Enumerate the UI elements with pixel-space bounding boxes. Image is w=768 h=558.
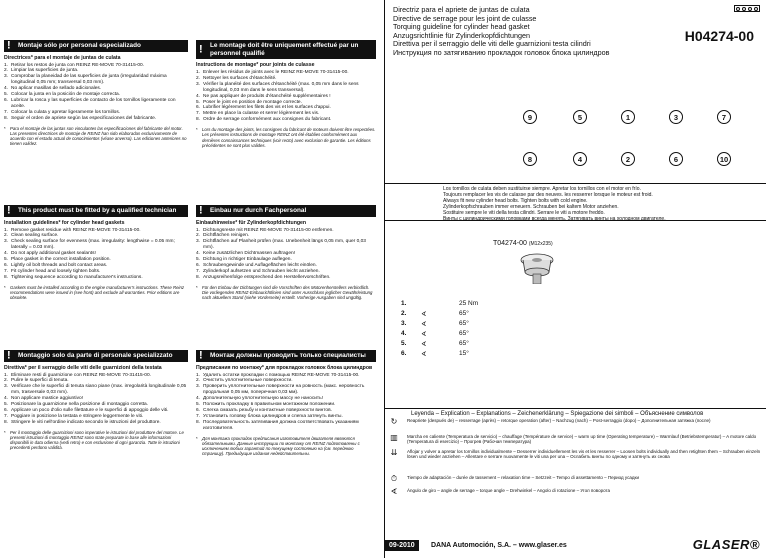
engine-block-icon — [734, 5, 760, 12]
bolt-marker: 3 — [669, 110, 683, 124]
bolt-image — [517, 250, 557, 284]
step-item: 5. Положить прокладку в правильном монтажном положении. — [196, 402, 336, 408]
step-item: 3. Vérifier la planéité des surfaces d'étanchéité (max. 0,05 mm dans le sens longitudinal, 0,03 mm dans le sens transversal). — [196, 81, 359, 93]
step-item: 8. Последовательность затягивания должна соответствовать указаниям изготовителя. — [196, 419, 359, 431]
angle-icon: ∢ — [421, 321, 427, 328]
glaser-logo: GLASER® — [692, 537, 760, 552]
section-es — [4, 40, 188, 146]
step-item: 1. Dichtungsreste mit REINZ RE-MOVE 70-31415-00 entfernen. — [196, 227, 334, 233]
legend-icon: ∢ — [390, 487, 398, 496]
section-de-note: * Für den Einbau der Dichtungen sind die Vorschriften des Motorenherstellers verbindlich. Die vorliegenden REINZ-Einbaurichtlinien sind unter Ausschluss jeglicher Gewährleistung nach aktuellem Stand (siehe Vorderseite) erstellt. Vorherige Ausgaben sind ungültig. — [196, 284, 373, 301]
step-item: 2. Очистить уплотнительные поверхности. — [196, 378, 293, 384]
step-item: 7. Colocar la culata y apretar ligeramente los tornillos. — [4, 109, 121, 115]
step-item: 1. Eliminare resti di guarnizione con REINZ RE-MOVE 70-31415-00. — [4, 372, 151, 378]
legend — [385, 408, 766, 417]
section-en-steps — [4, 228, 188, 281]
torque-table: 1. 25 Nm 2. ∢ 65° 3. ∢ 65° 4. ∢ 65° 5. ∢ 65° 6. ∢ 15° — [401, 300, 479, 358]
step-item: 8. Seguir el orden de apriete según las especificaciones del fabricante. — [4, 115, 157, 121]
legend-title: Leyenda – Explication – Explanations – Zeichenerklärung – Spiegazione dei simboli – Объяснение символов — [411, 411, 704, 417]
angle-icon: ∢ — [421, 331, 427, 338]
info-line: Винты с цилиндрическими головками всегда менять. Затягивать винты на холодном двигателе. — [443, 216, 666, 222]
section-ru-note: * Для монтажа прокладок предписания изготовителя двигателя являются обязательными. Данные инструкции по монтажу от REINZ подготовлены с исключением любых гарантий по текущему состоянию на (см. переднюю страницу). Предыдущие издания недействительны. — [196, 435, 360, 457]
step-item: 2. Dichtflächen reinigen. — [196, 233, 250, 239]
step-item: 4. Дополнительную уплотнительную массу не наносить! — [196, 396, 323, 402]
step-item: 8. Anzugsreihenfolge entsprechend den Herstellervorschriften. — [196, 274, 331, 280]
legend-icon: ↻ — [390, 417, 398, 426]
step-item: 6. Слегка смазать резьбу и контактные поверхности винтов. — [196, 407, 332, 413]
bolt-marker: 8 — [523, 152, 537, 166]
step-item: 4. Ne pas appliquer de produits d'étanchéité supplémentaires ! — [196, 93, 331, 99]
step-item: 7. Mettre en place la culasse et serrer légèrement les vis. — [196, 111, 320, 117]
step-item: 6. Applicare un poco d'olio sulle filettature e le superfici di appoggio delle viti. — [4, 407, 169, 413]
step-item: 4. Keine zusätzlichen Dichtmassen auftragen! — [196, 251, 295, 257]
section-ru-header: ! Монтаж должны проводить только специалисты — [196, 350, 376, 362]
info-line: Zylinderkopfschrauben immer erneuern. Schrauben bei kaltem Motor anziehen. — [443, 204, 619, 210]
title-es: Directriz para el apriete de juntas de culata — [393, 5, 530, 14]
step-item: 6. Lubrifier légèrement les filets des vis et les surfaces d'appui. — [196, 105, 331, 111]
bolt-marker: 9 — [523, 110, 537, 124]
step-item: 1. Enlever les résidus de joints avec le REINZ RE-MOVE 70-31415-00. — [196, 70, 349, 75]
section-fr-steps — [196, 70, 376, 123]
section-de-header: ! Einbau nur durch Fachpersonal — [196, 205, 376, 217]
step-item: 6. Lightly oil bolt threads and bolt contact areas. — [4, 262, 108, 268]
step-item: 8. Stringere le viti nell'ordine indicato secondo le istruzioni del produttore. — [4, 419, 161, 425]
section-en-subtitle: Installation guidelines* for cylinder head gaskets — [4, 219, 125, 226]
title-ru: Инструкция по затягиванию прокладок головок блока цилиндров — [393, 47, 610, 57]
section-es-subtitle: Directrices* para el montaje de juntas de culata — [4, 54, 121, 61]
section-fr-header: ! Le montage doit être uniquement effectué par un personnel qualifié — [196, 40, 376, 59]
section-it-header: ! Montaggio solo da parte di personale specializzato — [4, 350, 188, 362]
info-line: Sostituire sempre le viti della testa cilindri. Serrare le viti a motore freddo. — [443, 210, 605, 216]
step-item: 5. Poser le joint en position de montage correcte. — [196, 99, 302, 105]
step-item: 1. Удалить остатки прокладки с помощью REINZ RE-MOVE 70-31415-00. — [196, 372, 360, 378]
step-item: 2. Pulire le superfici di tenuta. — [4, 378, 69, 384]
section-fr — [196, 40, 376, 148]
step-item: 5. Dichtung in richtiger Einbaulage auflegen. — [196, 257, 292, 263]
step-item: 5. Colocar la junta en la posición de montaje correcta. — [4, 92, 121, 98]
company-line: DANA Automoción, S.A. – www.glaser.es — [431, 542, 567, 549]
date-badge: 09-2010 — [385, 540, 419, 551]
step-item: 3. Verificare che le superfici di tenuta siano piane (max. irregolarità longitudinale 0,05 mm, trasversale 0,03 mm). — [4, 384, 187, 396]
title-en: Torquing guideline for cylinder head gasket — [393, 22, 530, 32]
bolt-marker: 5 — [573, 110, 587, 124]
step-item: 7. Fit cylinder head and loosely tighten bolts. — [4, 268, 101, 274]
step-item: 1. Remove gasket residue with REINZ RE-MOVE 70-31415-00. — [4, 227, 141, 233]
section-es-header: ! Montaje sólo por personal especializado — [4, 40, 188, 52]
legend-rows: ↻ Reapriete (después de) – resserrage (après) – retorque operation (after) – Nachzug (nach) – Post-serraggio (dopo) – Дополнительная затяжка (после) ▥ Marcha en caliente (Temperatura de servicio) – chauffage (Température de service) – warm up time (Operating temperature) – Warmlauf (Betriebstemperatur) – A motore caldo (Temperatura di esercizio) – Прогрев (Рабочая температура) ⇊ Aflojar y volver a apretar los tornillos individualmente – Desserrer individuellement les vis et les resserrer – Loosen bolts individually and then retighten them – Schrauben einzeln lösen und wieder anziehen – Allentare e serrare nuovamente le viti una per una – Ослабить винты по одному и затянуть их снова ⏱ Tiempo de adaptación – durée de tassement – relaxation time – Setzzeit – Tempo di assettamento – Период усадки ∢ Ángulo de giro – angle de serrage – torque angle – Drehwinkel – Angolo di rotazione – Угол поворота — [385, 418, 766, 518]
step-item: 4. Do not apply additional gasket sealants! — [4, 251, 96, 257]
bolt-marker: 10 — [717, 152, 731, 166]
step-item: 3. Dichtflächen auf Planheit prüfen (max. Unebenheit längs 0,05 mm, quer 0,03 mm). — [196, 239, 366, 251]
right-panel — [384, 0, 766, 558]
section-ru-steps — [196, 373, 376, 432]
section-ru — [196, 350, 376, 456]
step-item: 3. Comprobar la planeidad de las superficies de junta (irregularidad máxima longitudinal 0,05 mm; transversal 0,03 mm). — [4, 74, 167, 86]
step-item: 2. Limpiar las superficies de junta. — [4, 68, 79, 74]
step-item: 8. Tightening sequence according to manufacturer's instructions. — [4, 274, 143, 280]
title-it: Direttiva per il serraggio delle viti delle guarnizioni testa cilindri — [393, 39, 591, 49]
info-block — [385, 183, 766, 221]
bolt-code: T04274-00 (M12x235) — [493, 240, 553, 247]
step-item: 6. Lubricar la rosca y las superficies de contacto de los tornillos ligeramente con aceite. — [4, 97, 176, 109]
section-de-subtitle: Einbauhinweise* für Zylinderkopfdichtungen — [196, 219, 307, 226]
bolt-marker: 7 — [717, 110, 731, 124]
legend-icon: ⇊ — [390, 448, 398, 457]
section-it-steps — [4, 373, 188, 426]
step-item: 1. Retirar los restos de junta con REINZ RE-MOVE 70-31415-00. — [4, 62, 145, 68]
section-en — [4, 205, 188, 300]
title-de: Anzugsrichtlinie für Zylinderkopfdichtungen — [393, 30, 531, 40]
step-item: 7. Zylinderkopf aufsetzen und Schrauben leicht anziehen. — [196, 268, 320, 274]
title-fr: Directive de serrage pour les joint de culasse — [393, 13, 537, 23]
legend-icon: ⏱ — [390, 474, 398, 483]
step-item: 3. Проверить уплотнительные поверхности на ровность (макс. неровность продольная 0,05 мм, поперечная 0,03 мм). — [196, 384, 365, 396]
step-item: 2. Nettoyer les surfaces d'étanchéité. — [196, 75, 277, 81]
section-en-note: * Gaskets must be installed according to the engine manufacturer's instructions. These Reinz recommendations were issued in (see front) and exclude all warranties. Prior editions are obsolete. — [4, 284, 184, 301]
step-item: 5. Place gasket in the correct installation position. — [4, 257, 111, 263]
step-item: 5. Posizionare la guarnizione nella posizione di montaggio corretta. — [4, 402, 149, 408]
angle-icon: ∢ — [421, 341, 427, 348]
step-item: 7. Установить головку блока цилиндров и слегка затянуть винты. — [196, 413, 343, 419]
section-it-note: * Per il montaggio delle guarnizioni sono imperative le istruzioni del produttore del motore. Le presenti istruzioni di montaggio REINZ sono state preparate in base alle informazioni disponibili in data odierna (vedi retro) e con esclusione di ogni garanzia. Tutte le istruzioni precedenti perdono validità. — [4, 429, 184, 451]
section-it — [4, 350, 188, 450]
section-fr-note: * Lors du montage des joints, les consignes du fabricant de moteurs doivent être respectées. Les présentes instructions de montage REINZ ont été établies conformément aux dernières connaissances techniques (voir recto) avec exclusion de garantie. Les éditions précédentes ne sont plus valides. — [196, 127, 376, 148]
step-item: 4. Non applicare mastice aggiuntivo! — [4, 396, 83, 402]
legend-icon: ▥ — [390, 433, 398, 442]
section-es-note: * Para el montaje de las juntas son vinculantes las especificaciones del fabricante del motor. Las presentes directrices de montaje de REINZ han sido elaboradas exclusivamente de acuerdo con el estado actual de conocimientos (véase anverso). Las ediciones anteriores no tienen validez. — [4, 125, 187, 147]
bolt-marker: 1 — [621, 110, 635, 124]
step-item: 2. Clean sealing surface. — [4, 233, 59, 239]
angle-icon: ∢ — [421, 311, 427, 318]
section-en-header: ! This product must be fitted by a qualified technician — [4, 205, 188, 217]
section-ru-subtitle: Предписания по монтажу* для прокладок головок блока цилиндров — [196, 364, 373, 371]
section-de — [196, 205, 376, 300]
info-line: Los tornillos de culata deben sustituirse siempre. Apretar los tornillos con el motor en frío. — [443, 186, 641, 192]
section-it-subtitle: Direttiva* per il serraggio delle viti delle guarnizioni della testata — [4, 364, 162, 371]
step-item: 8. Ordre de serrage conformément aux consignes du fabricant. — [196, 117, 332, 123]
angle-icon: ∢ — [421, 351, 427, 358]
info-line: Always fit new cylinder head bolts. Tighten bolts with cold engine. — [443, 198, 588, 204]
bolt-marker: 6 — [669, 152, 683, 166]
bolt-marker: 2 — [621, 152, 635, 166]
section-de-steps — [196, 228, 376, 281]
bolt-sequence-diagram — [505, 100, 755, 180]
step-item: 6. Schraubengewinde und Auflageflächen leicht einölen. — [196, 262, 317, 268]
step-item: 7. Poggiare in posizione la testata e stringere leggermente le viti. — [4, 413, 144, 419]
step-item: 4. No aplicar masillas de sellado adicionales. — [4, 86, 102, 92]
info-line: Toujours remplacer les vis de culasse par des neuves. les resserrer lorsque le moteur est froid. — [443, 192, 653, 198]
section-es-steps — [4, 63, 188, 122]
title-block — [393, 6, 653, 58]
step-item: 3. Check sealing surface for evenness (max. irregularity: lengthwise = 0.05 mm; laterally = 0.03 mm). — [4, 239, 175, 251]
section-fr-subtitle: Instructions de montage* pour joints de culasse — [196, 62, 315, 68]
bolt-marker: 4 — [573, 152, 587, 166]
part-number: H04274-00 — [684, 28, 754, 44]
